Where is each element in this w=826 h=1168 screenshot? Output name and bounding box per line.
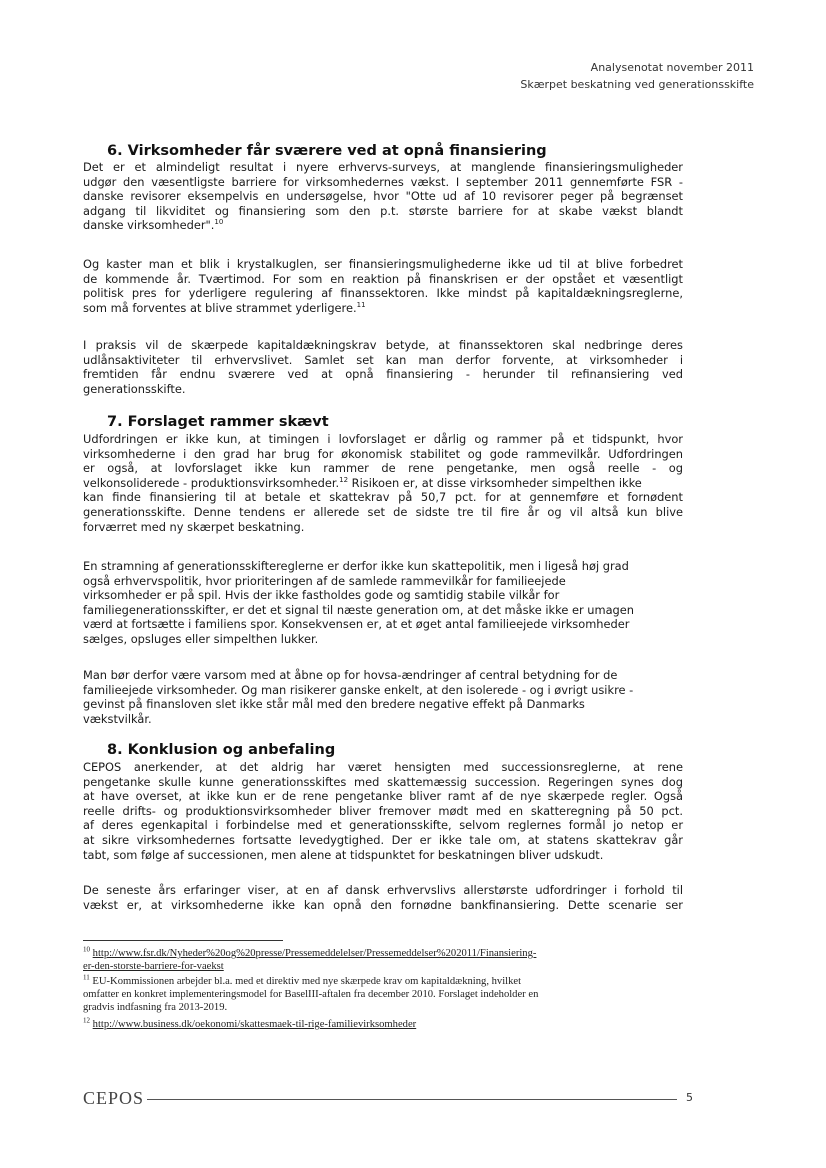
text-line: virksomheder er på spil. Hvis der ikke fastholdes gode og samtidig stabile vilkår for xyxy=(83,588,560,603)
text-line: tabt, som følge af successionen, men alene at tidspunktet for beskatningen bliver udskudt. xyxy=(83,847,604,862)
text-line: Udfordringen er ikke kun, at timingen i lovforslaget er dårlig og rammer på et tidspunkt, hvor xyxy=(83,432,683,446)
section-8-paragraph-1 xyxy=(83,760,683,862)
text-line-content: velkonsoliderede - produktionsvirksomheder. xyxy=(83,475,340,490)
text-line: også erhvervspolitik, hvor prioriteringen af de samlede rammevilkår for familieejede xyxy=(83,573,566,588)
footnote-line xyxy=(83,1018,693,1031)
footnote-ref-12[interactable]: 12 xyxy=(339,475,349,484)
text-line: familieejede virksomheder. Og man risikerer ganske enkelt, at den isolerede - og i øvrigt usikre - xyxy=(83,682,634,697)
footer-rule xyxy=(147,1099,677,1100)
section-8-heading: 8. Konklusion og anbefaling xyxy=(107,742,336,758)
text-line xyxy=(83,476,683,491)
footnote-10-link-continued[interactable]: er-den-storste-barriere-for-vaekst xyxy=(83,961,224,972)
text-line: at sikre virksomhedernes fortsatte levedygtighed. Der er ikke tale om, at statens skattekrav går xyxy=(83,832,683,847)
section-6-paragraph-1 xyxy=(83,160,683,233)
text-line: vækst er, at virksomhederne ikke kan opnå den fornødne bankfinansiering. Dette scenarie ser xyxy=(83,897,683,912)
text-line: generationsskifte. Denne tendens er allerede set de sidste tre til fire år og vil altså kun blive xyxy=(83,504,683,519)
footnote-10-link[interactable]: http://www.fsr.dk/Nyheder%20og%20presse/Pressemeddelelser/Pressemeddelser%202011/Finansiering- xyxy=(92,948,537,959)
text-line: generationsskifte. xyxy=(83,381,186,396)
text-line: værd at fortsætte i familiens spor. Konsekvensen er, at et øget antal familieejede virksomheder xyxy=(83,617,630,632)
text-line: CEPOS anerkender, at det aldrig har været hensigten med successionsreglerne, at rene xyxy=(83,760,683,774)
text-line: Man bør derfor være varsom med at åbne op for hovsa-ændringer af central betydning for de xyxy=(83,668,618,682)
footnote-12-link[interactable]: http://www.business.dk/oekonomi/skattesmaek-til-rige-familievirksomheder xyxy=(92,1019,417,1030)
text-line: udgør den væsentligste barriere for virksomhedernes vækst. I september 2011 gennemførte FSR - xyxy=(83,174,683,189)
footnote-line: omfatter en konkret implementeringsmodel for BaselIII-aftalen fra december 2010. Forslaget indeholder en xyxy=(83,989,539,1000)
text-line: fremtiden får endnu sværere ved at opnå finansiering - herunder til refinansiering ved xyxy=(83,367,683,382)
section-7-heading: 7. Forslaget rammer skævt xyxy=(107,414,329,430)
running-header-title: Skærpet beskatning ved generationsskifte xyxy=(520,78,754,91)
text-line: I praksis vil de skærpede kapitaldækningskrav betyde, at finanssektoren skal nedbringe deres xyxy=(83,338,683,352)
text-line: Det er et almindeligt resultat i nyere erhvervs-surveys, at manglende finansieringsmuligheder xyxy=(83,160,683,174)
text-line: politisk pres for yderligere regulering af finanssektoren. Ikke mindst på kapitaldækningsreglerne, xyxy=(83,286,683,301)
cepos-logo: CEPOS xyxy=(83,1088,145,1108)
text-line: de kommende år. Tværtimod. For som en reaktion på finanskrisen er der opstået et væsentligt xyxy=(83,271,683,286)
section-6-paragraph-2 xyxy=(83,257,683,315)
text-line: familiegenerationsskifter, er det et signal til næste generation om, at det måske ikke er umagen xyxy=(83,602,635,617)
text-line xyxy=(83,301,683,316)
footnote-10 xyxy=(83,947,693,973)
text-line: Og kaster man et blik i krystalkuglen, ser finansieringsmulighederne ikke ud til at blive forbedret xyxy=(83,257,683,271)
footnote-line: gradvis indfasning fra 2013-2019. xyxy=(83,1002,228,1013)
text-line: sælges, opsluges eller simpelthen lukker. xyxy=(83,631,319,646)
text-line: af deres egenkapital i forbindelse med et generationsskifte, selvom reglernes formål jo netop er xyxy=(83,818,683,833)
section-7-paragraph-3 xyxy=(83,668,683,726)
footnote-text: EU-Kommissionen arbejder bl.a. med et direktiv med nye skærpede krav om kapitaldækning, hvilket xyxy=(92,976,522,987)
section-6-heading: 6. Virksomheder får sværere ved at opnå finansiering xyxy=(107,143,547,159)
text-line-content: Risikoen er, at disse virksomheder simpelthen ikke xyxy=(348,475,642,490)
footnote-ref-10[interactable]: 10 xyxy=(214,218,224,227)
text-line-content: danske virksomheder". xyxy=(83,218,215,233)
page-number: 5 xyxy=(686,1091,693,1104)
text-line: danske revisorer eksempelvis en undersøgelse, hvor "Otte ud af 10 revisorer peger på begrænset xyxy=(83,189,683,204)
footnote-12 xyxy=(83,1018,693,1031)
section-8-paragraph-2 xyxy=(83,883,683,912)
footnote-ref-11[interactable]: 11 xyxy=(356,300,366,309)
footnote-separator xyxy=(83,940,283,941)
footnote-11 xyxy=(83,975,693,1014)
text-line: er også, at lovforslaget ikke kun rammer de rene pengetanke, men også reelle - og xyxy=(83,461,683,476)
section-6-paragraph-3 xyxy=(83,338,683,396)
text-line-content: som må forventes at blive strammet yderligere. xyxy=(83,300,357,315)
section-7-paragraph-2 xyxy=(83,559,683,647)
text-line: at have overset, at ikke kun er de rene pengetanke bliver ramt af de nye skærpede regler. Også xyxy=(83,789,683,804)
text-line: adgang til likviditet og finansiering som den p.t. største barriere for at skabe vækst blandt xyxy=(83,203,683,218)
footnote-line xyxy=(83,960,693,973)
text-line: pengetanke skulle kunne generationsskiftes med skattemæssig succession. Regeringen synes dog xyxy=(83,774,683,789)
text-line: virksomhederne i den grad har brug for økonomisk stabilitet og gode rammevilkår. Udfordringen xyxy=(83,446,683,461)
footnote-number: 11 xyxy=(83,973,90,982)
text-line: forværret med ny skærpet beskatning. xyxy=(83,519,305,534)
footnote-line xyxy=(83,947,693,960)
text-line: kan finde finansiering til at betale et skattekrav på 50,7 pct. for at gennemføre et fornødent xyxy=(83,490,683,505)
text-line: vækstvilkår. xyxy=(83,711,152,726)
footnote-number: 10 xyxy=(83,945,90,954)
running-header-date: Analysenotat november 2011 xyxy=(590,61,754,74)
text-line: En stramning af generationsskiftereglerne er derfor ikke kun skattepolitik, men i ligeså høj grad xyxy=(83,559,629,573)
text-line: udlånsaktiviteter til erhvervslivet. Samlet set kan man derfor forvente, at virksomheder i xyxy=(83,352,683,367)
text-line: reelle drifts- og produktionsvirksomheder bliver fremover mødt med en skatteregning på 50 pct. xyxy=(83,803,683,818)
footnote-number: 12 xyxy=(83,1016,90,1025)
footnote-line xyxy=(83,975,693,988)
text-line: gevinst på finansloven slet ikke står mål med den bredere negative effekt på Danmarks xyxy=(83,697,585,712)
text-line: De seneste års erfaringer viser, at en af dansk erhvervslivs allerstørste udfordringer i forhold til xyxy=(83,883,683,897)
section-7-paragraph-1 xyxy=(83,432,683,534)
text-line xyxy=(83,218,683,233)
